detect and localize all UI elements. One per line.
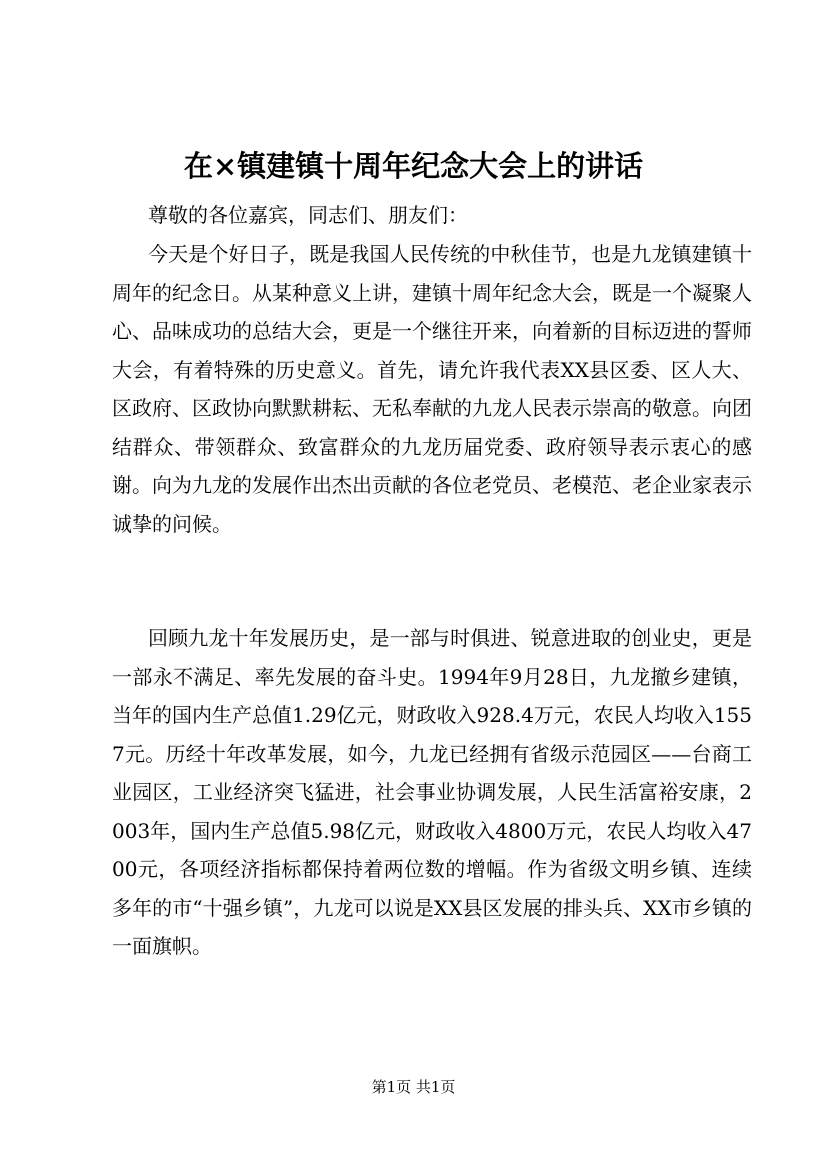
document-title: 在×镇建镇十周年纪念大会上的讲话 (183, 149, 644, 183)
paragraph-2: 回顾九龙十年发展历史，是一部与时俱进、锐意进取的创业史，更是一部永不满足、率先发展的奋斗史。1994年9月28日，九龙撤乡建镇，当年的国内生产总值1.29亿元，财政收入928.4万元，农民人均收入1557元。历经十年改革发展，如今，九龙已经拥有省级示范园区——台商工业园区，工业经济突飞猛进，社会事业协调发展，人民生活富裕安康，2003年，国内生产总值5.98亿元，财政收入4800万元，农民人均收入4700元，各项经济指标都保持着两位数的增幅。作为省级文明乡镇、连续多年的市“十强乡镇”，九龙可以说是XX县区发展的排头兵、XX市乡镇的一面旗帜。 (112, 626, 752, 958)
salutation: 尊敬的各位嘉宾，同志们、朋友们： (148, 203, 468, 227)
paragraph-1: 今天是个好日子，既是我国人民传统的中秋佳节，也是九龙镇建镇十周年的纪念日。从某种意义上讲，建镇十周年纪念大会，既是一个凝聚人心、品味成功的总结大会，更是一个继往开来，向着新的目标迈进的誓师大会，有着特殊的历史意义。首先，请允许我代表XX县区委、区人大、区政府、区政协向默默耕耘、无私奉献的九龙人民表示崇高的敬意。向团结群众、带领群众、致富群众的九龙历届党委、政府领导表示衷心的感谢。向为九龙的发展作出杰出贡献的各位老党员、老模范、老企业家表示诚挚的问候。 (112, 242, 752, 536)
page-footer: 第1页 共1页 (371, 1078, 456, 1096)
